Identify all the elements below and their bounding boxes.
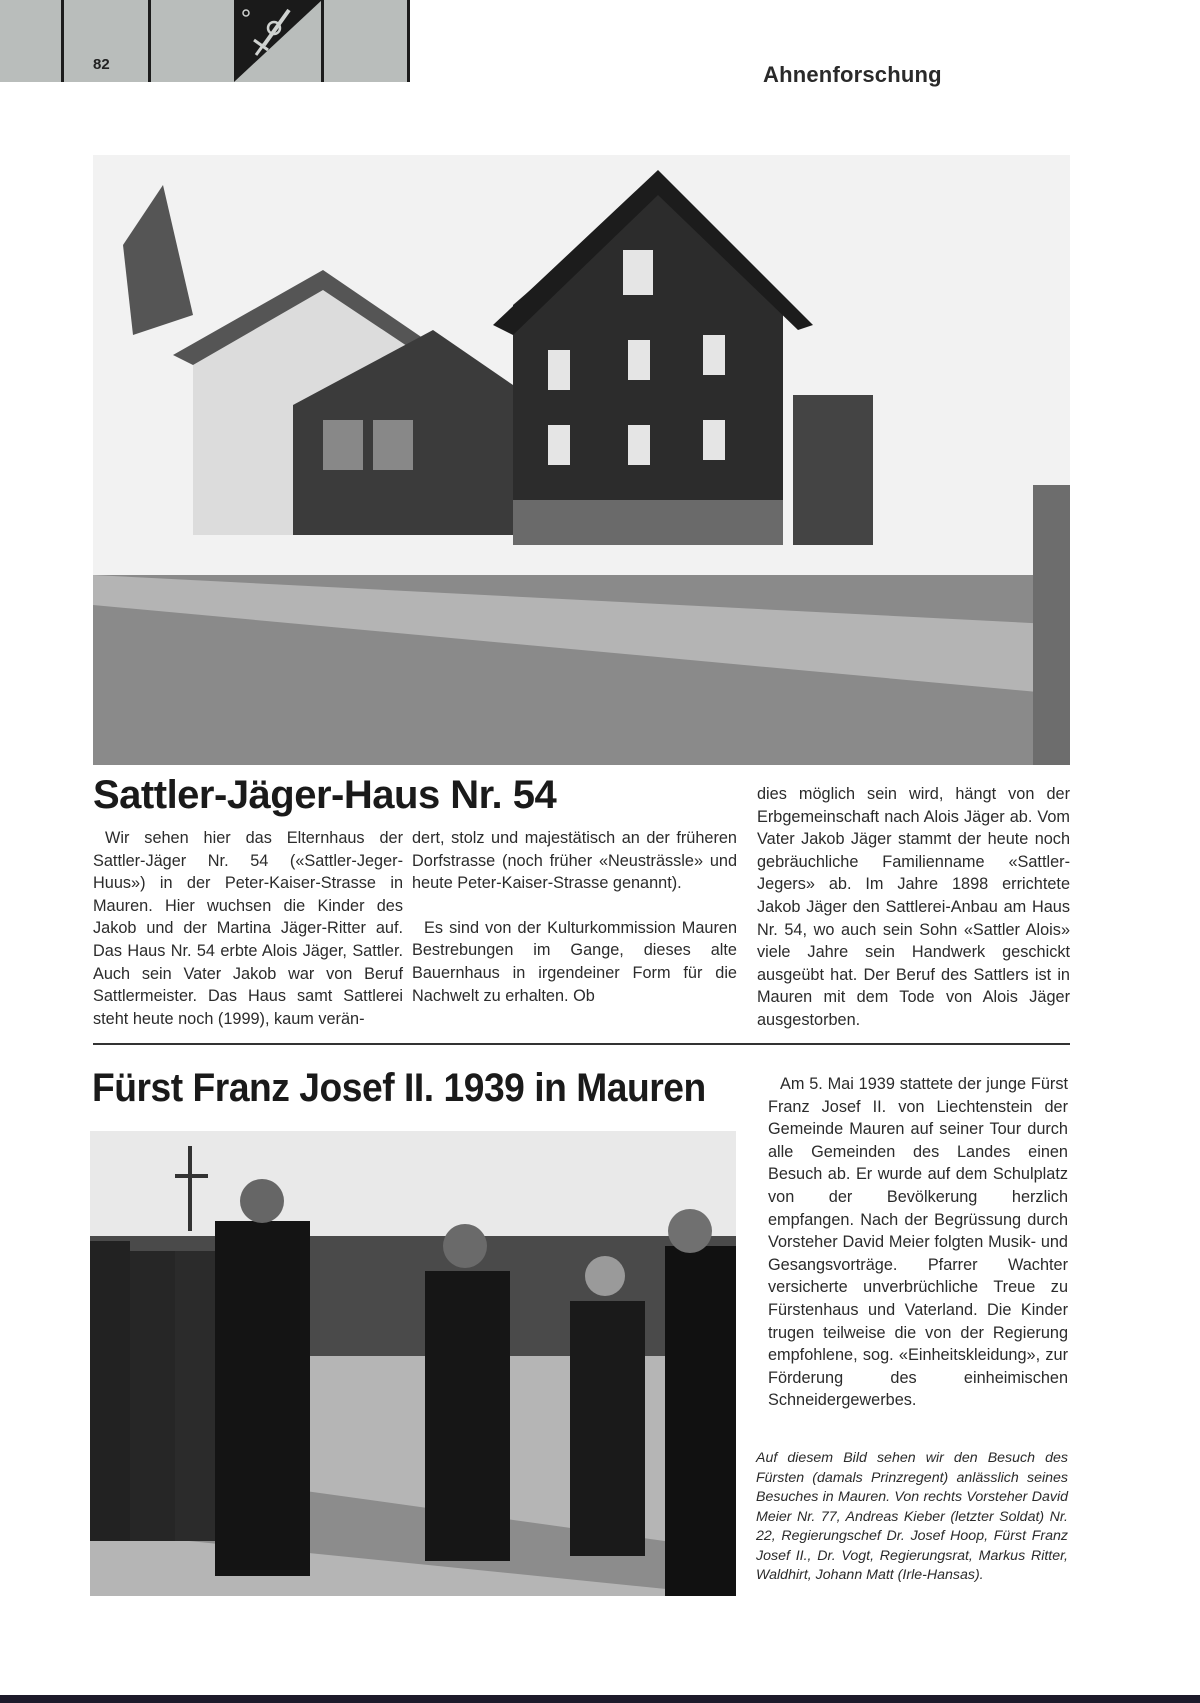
article-title: Fürst Franz Josef II. 1939 in Mauren [92, 1066, 706, 1110]
page-number: 82 [93, 56, 110, 73]
coat-of-arms-sword-icon [234, 0, 322, 82]
article-column-3 [757, 783, 1070, 1032]
scan-edge [0, 1695, 1200, 1703]
article-body [768, 1073, 1068, 1412]
paragraph: Wir sehen hier das Elternhaus der Sattler-Jäger Nr. 54 («Sattler-Jeger-Huus») in der Peter-Kaiser-Strasse in Mauren. Hier wuchsen die Kinder des Jakob und der Martina Jäger-Ritter auf. Das Haus Nr. 54 erbte Alois Jäger, Sattler. Auch sein Vater Jakob war von Beruf Sattlermeister. Das Haus samt Sattlerei steht heute noch (1999), kaum verän- [93, 829, 403, 1028]
section-divider [93, 1043, 1070, 1045]
paragraph: Am 5. Mai 1939 stattete der junge Fürst Franz Josef II. von Liechtenstein der Gemeinde Mauren auf seiner Tour durch alle Gemeinden des Landes einen Besuch ab. Er wurde auf dem Schulplatz von der Bevölkerung herzlich empfangen. Nach der Begrüssung durch Vorsteher David Meier folgten Musik- und Gesangsvorträge. Pfarrer Wachter versicherte unverbrüchliche Treue zu Fürstenhaus und Vaterland. Die Kinder trugen teilweise die von der Regierung empfohlene, sog. «Einheitskleidung», zur Förderung des einheimischen Schneidergewerbes. [768, 1075, 1068, 1410]
photo-caption: Auf diesem Bild sehen wir den Besuch des Fürsten (damals Prinzregent) anlässlich seines Besuches in Mauren. Von rechts Vorsteher David Meier Nr. 77, Andreas Kieber (letzter Soldat) Nr. 22, Regierungschef Dr. Josef Hoop, Fürst Franz Josef II., Dr. Vogt, Regierungsrat, Markus Ritter, Waldhirt, Johann Matt (Irle-Hansas). [756, 1450, 1068, 1583]
article-title: Sattler-Jäger-Haus Nr. 54 [93, 773, 557, 817]
article-column-1 [93, 827, 403, 1030]
paragraph: Es sind von der Kulturkommission Mauren Bestrebungen im Gange, dieses alte Bauernhaus in irgendeiner Form für die Nachwelt zu erhalten. Ob [412, 918, 737, 1005]
divider [407, 0, 410, 82]
visit-photo [90, 1131, 736, 1596]
header-strip [0, 0, 410, 82]
paragraph: dies möglich sein wird, hängt von der Erbgemeinschaft nach Alois Jäger ab. Vom Vater Jakob Jäger stammt der heute noch gebräuchliche Familienname «Sattler-Jegers» ab. Im Jahre 1898 errichtete Jakob Jäger den Sattlerei-Anbau am Haus Nr. 54, wo auch sein Sohn «Sattler Alois» viele Jahre sein Handwerk geschickt ausgeübt hat. Der Beruf des Sattlers ist in Mauren mit dem Tode von Alois Jäger ausgestorben. [757, 785, 1070, 1029]
divider [148, 0, 151, 82]
house-photo [93, 155, 1070, 765]
article-column-2 [412, 827, 737, 1007]
divider [61, 0, 64, 82]
paragraph: dert, stolz und majestätisch an der früheren Dorfstrasse (noch früher «Neusträssle» und heute Peter-Kaiser-Strasse genannt). [412, 829, 737, 893]
section-label: Ahnenforschung [763, 62, 942, 87]
